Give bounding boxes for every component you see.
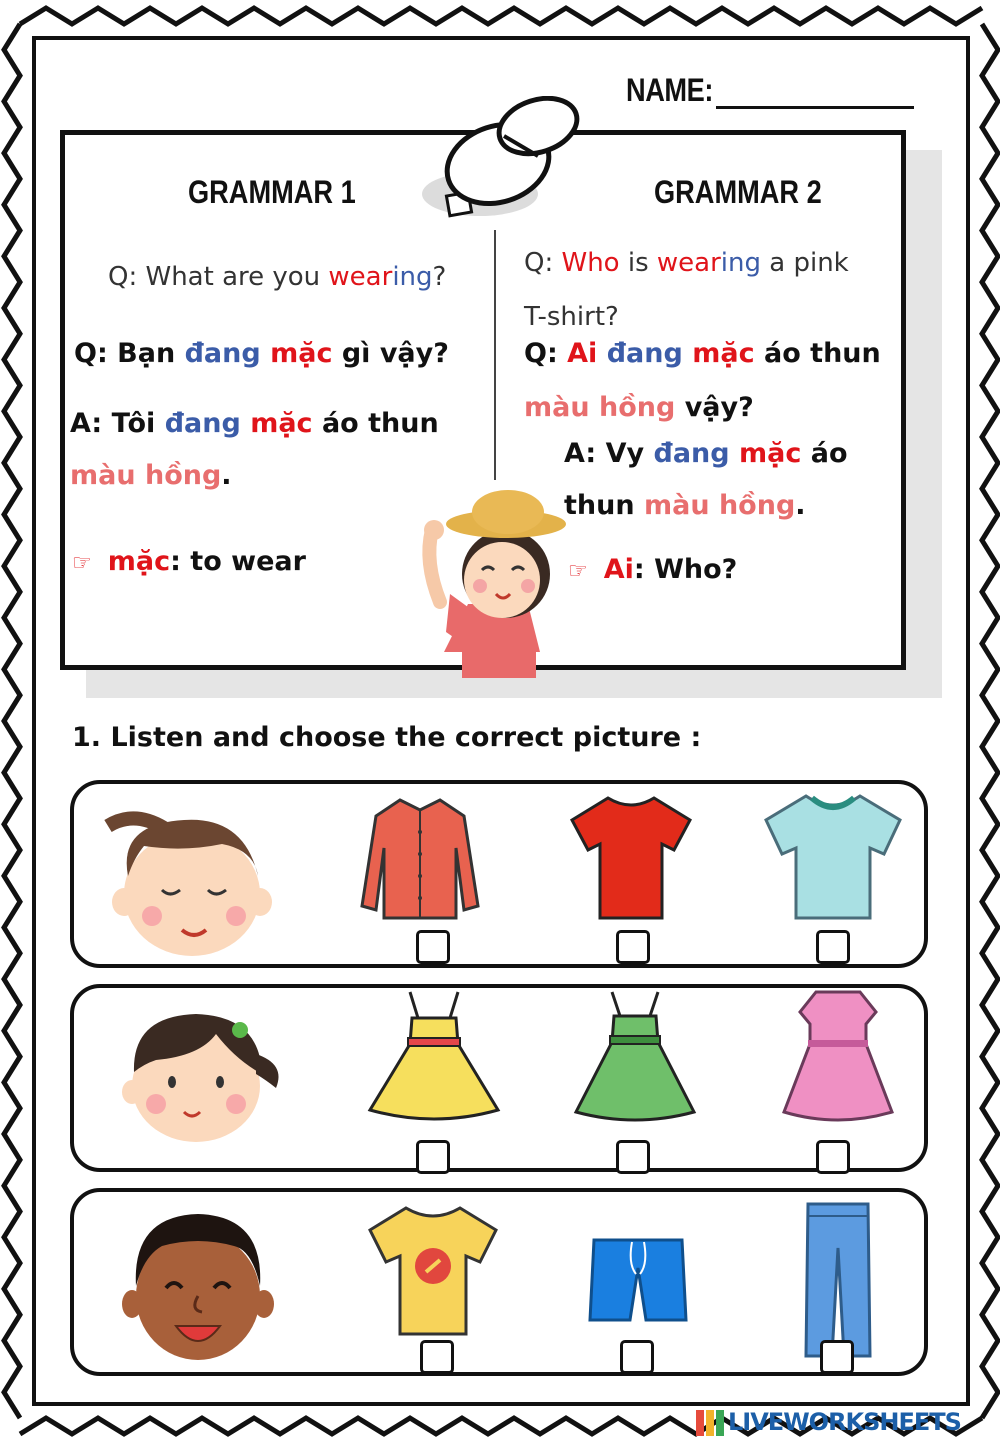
g2-question-vi-line1: Q: Ai đang mặc áo thun — [524, 338, 881, 369]
exercise-title: 1. Listen and choose the correct picture : — [72, 722, 702, 753]
choice-checkbox-3b[interactable] — [620, 1340, 654, 1374]
g1-answer-vi-line2: màu hồng. — [70, 460, 232, 491]
boy-face-icon — [104, 806, 274, 956]
green-dress-icon — [572, 988, 698, 1124]
choice-checkbox-1c[interactable] — [816, 930, 850, 964]
choice-checkbox-1b[interactable] — [616, 930, 650, 964]
pointing-hand-icon: ☞ — [568, 559, 588, 584]
pushpin-icon — [420, 96, 590, 226]
choice-checkbox-3c[interactable] — [820, 1340, 854, 1374]
yellow-tshirt-icon — [366, 1204, 500, 1338]
liveworksheets-logo-icon — [696, 1410, 726, 1436]
light-blue-tshirt-icon — [762, 790, 904, 922]
red-shirt-icon — [360, 792, 480, 922]
choice-checkbox-1a[interactable] — [416, 930, 450, 964]
g1-answer-vi-line1: A: Tôi đang mặc áo thun — [70, 408, 439, 439]
g2-answer-vi-line2: thun màu hồng. — [564, 490, 806, 521]
red-tshirt-icon — [570, 794, 692, 922]
name-label: NAME: — [626, 72, 714, 108]
jeans-icon — [804, 1200, 872, 1360]
grammar-divider — [494, 230, 496, 480]
choice-checkbox-2b[interactable] — [616, 1140, 650, 1174]
g2-question-vi-line2: màu hồng vậy? — [524, 392, 754, 423]
blue-shorts-icon — [588, 1234, 688, 1326]
g2-question-en-line2: T-shirt? — [524, 302, 619, 332]
choice-checkbox-2a[interactable] — [416, 1140, 450, 1174]
girl-face-icon — [116, 1004, 286, 1144]
yellow-dress-icon — [366, 988, 502, 1124]
g2-answer-vi-line1: A: Vy đang mặc áo — [564, 438, 848, 469]
choice-checkbox-3a[interactable] — [420, 1340, 454, 1374]
g1-question-en: Q: What are you wearing? — [108, 262, 447, 292]
g1-vocab-note: ☞ mặc: to wear — [72, 546, 306, 577]
choice-checkbox-2c[interactable] — [816, 1140, 850, 1174]
g2-question-en-line1: Q: Who is wearing a pink — [524, 248, 849, 278]
watermark-text: LIVEWORKSHEETS — [728, 1408, 961, 1436]
dark-boy-face-icon — [122, 1206, 274, 1364]
name-blank-line[interactable] — [716, 106, 914, 109]
grammar1-title: GRAMMAR 1 — [188, 174, 356, 210]
grammar2-title: GRAMMAR 2 — [654, 174, 822, 210]
pink-dress-icon — [782, 988, 894, 1126]
girl-with-hat-illustration — [410, 482, 570, 678]
g2-vocab-note: ☞ Ai: Who? — [568, 554, 738, 585]
g1-question-vi: Q: Bạn đang mặc gì vậy? — [74, 338, 449, 369]
pointing-hand-icon: ☞ — [72, 551, 92, 576]
